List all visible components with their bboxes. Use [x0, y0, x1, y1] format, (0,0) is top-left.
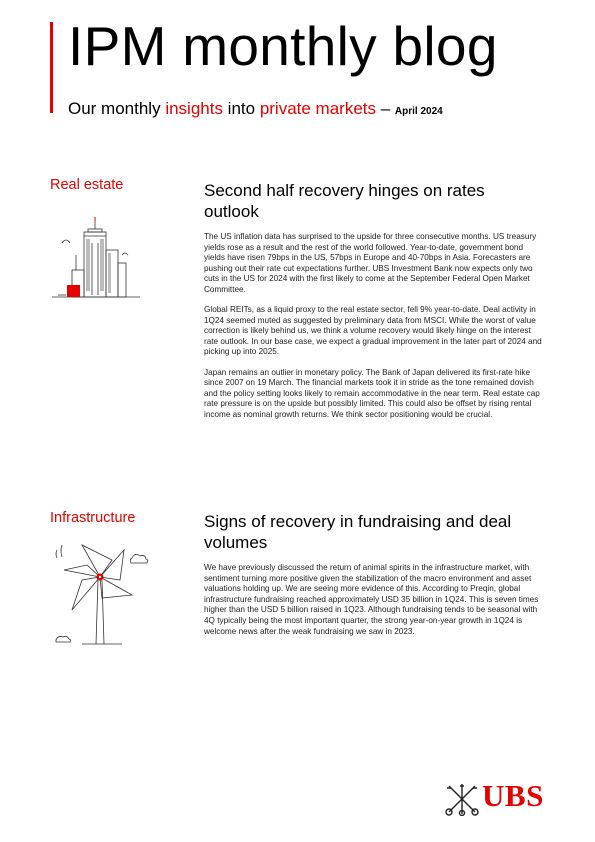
- paragraph: We have previously discussed the return of animal spirits in the infrastructure market, with sentiment turning more positive given the stabilization of the macro environment and asset valuations holding up. We are seeing more evidence of this. According to Preqin, global infrastructure fundraising reached approximately USD 35 billion in 1Q24. This is seven times higher than the USD 5 billion raised in 1Q23. Although fundraising tends to be seasonal with 4Q typically being the most important quarter, the strong year-on-year growth in 1Q24 is welcome news after the weak fundraising we saw in 2023.: [204, 563, 539, 636]
- title-accent-bar: [50, 22, 53, 113]
- subtitle-insights: insights: [165, 99, 223, 118]
- page-title: IPM monthly blog: [68, 15, 498, 77]
- section-body-real-estate: [204, 232, 546, 430]
- subtitle-date: April 2024: [394, 106, 443, 117]
- section-body-infrastructure: [204, 563, 546, 647]
- wind-turbine-icon: [52, 540, 157, 650]
- real-estate-buildings-icon: [52, 215, 142, 300]
- page-subtitle: [68, 98, 443, 123]
- section-title-real-estate: Second half recovery hinges on rates outlook: [204, 181, 485, 221]
- section-label-infrastructure: Infrastructure: [50, 510, 136, 526]
- ubs-logo-text: UBS: [482, 778, 544, 813]
- section-title-infrastructure: Signs of recovery in fundraising and deal volumes: [204, 512, 512, 552]
- section-label-real-estate: Real estate: [50, 177, 124, 193]
- subtitle-dash: –: [376, 99, 395, 118]
- paragraph: The US inflation data has surprised to the upside for three consecutive months. US treasury yields rose as a result and the rest of the world followed. Year-to-date, government bond yields have risen 79bps in the US, 57bps in Europe and 40-70bps in Asia. Forecasters are pushing out their rate cut expectations further. UBS Investment Bank now expects only two cuts in the US for 2024 with the first likely to come at the September Federal Open Market Committee.: [204, 232, 537, 294]
- subtitle-prefix: Our monthly: [68, 99, 166, 118]
- ubs-keys-logo-icon: [443, 782, 481, 816]
- paragraph: Global REITs, as a liquid proxy to the real estate sector, fell 9% year-to-date. Deal activity in 1Q24 seemed muted as suggested by preliminary data from MSCI. While the worst of value correction is likely behind us, we think a volume recovery would likely hinge on the interest rate outlook. In our base case, we expect a gradual improvement in the later part of 2024 and picking up into 2025.: [204, 305, 542, 357]
- subtitle-private-markets: private markets: [259, 99, 377, 118]
- paragraph: Japan remains an outlier in monetary policy. The Bank of Japan delivered its first-rate hike since 2007 on 19 March. The financial markets took it in stride as the tone remained dovish and the policy setting looks likely to remain accommodative in the near term. Real estate cap rate pressure is on the upside but possibly limited. This could also be offset by rising rental income as nominal growth returns. We think sector positioning would be crucial.: [204, 367, 540, 419]
- subtitle-middle: into: [222, 99, 260, 118]
